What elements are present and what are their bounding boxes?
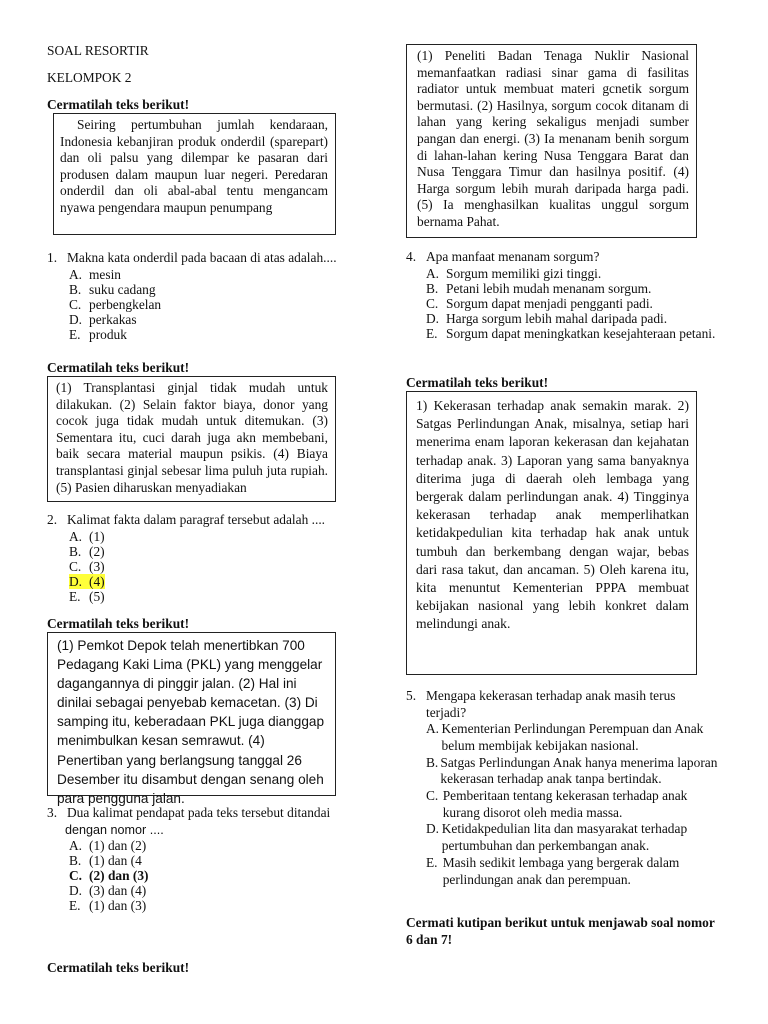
option-text: suku cadang	[89, 281, 156, 297]
option-text: perbengkelan	[89, 297, 162, 312]
question-5	[406, 688, 716, 888]
option-letter: C.	[426, 296, 439, 311]
q5-option-c	[426, 788, 718, 821]
q3-number: 3.	[47, 805, 58, 820]
passage-5-text: 1) Kekerasan terhadap anak semakin marak. 2) Satgas Perlindungan Anak, misalnya, setiap hari menerima enam laporan kekerasan dan kejahatan terhadap anak. 3) Laporan yang sama banyaknya diterima juga di daerah oleh lembaga yang bergerak dalam perlindungan anak. 4) Tingginya kekerasan terhadap anak memperlihatkan ketidakpedulian kita terhadap hak anak untuk tumbuh dan berkembang dengan wajar, bebas dari rasa takut, dan ancaman. 5) Oleh karena itu, kita menuntut Kementerian PPPA membuat kebijakan nasional yang lebih konkret dalam melindungi anak.	[416, 398, 689, 632]
option-text: produk	[89, 327, 127, 343]
option-letter: A.	[426, 265, 440, 281]
q1-text: Makna kata onderdil pada bacaan di atas adalah....	[67, 250, 337, 265]
q5-option-e	[426, 855, 718, 888]
passage-5	[406, 391, 697, 675]
option-text: Sorgum dapat meningkatkan kesejahteraan petani.	[446, 326, 716, 342]
option-text: Sorgum memiliki gizi tinggi.	[446, 265, 602, 281]
q1-number: 1.	[47, 250, 58, 265]
option-text: (5)	[89, 589, 105, 605]
option-letter: E.	[426, 326, 438, 342]
q3-option-e	[69, 898, 357, 913]
q1-option-d	[69, 312, 347, 327]
q1-option-c	[69, 297, 347, 312]
q3-option-b	[69, 853, 357, 868]
option-letter: D.	[69, 312, 83, 328]
passage-3-text: (1) Pemkot Depok telah menertibkan 700 Pedagang Kaki Lima (PKL) yang menggelar dagangannya di pinggir jalan. (2) Hal ini dinilai sebagai penyebab kemacetan. (3) Di samping itu, keberadaan PKL juga dianggap menimbulkan kesan semrawut. (4) Penertiban yang berlangsung tanggal 26 Desember itu disambut dengan senang oleh para pengguna jalan.	[57, 638, 325, 806]
option-letter: D.	[426, 821, 440, 837]
q2-options	[47, 529, 347, 605]
option-letter: A.	[69, 528, 83, 544]
q4-options	[406, 266, 718, 342]
option-letter: C.	[69, 868, 83, 883]
q3-text-continued: dengan nomor ....	[65, 822, 164, 837]
q4-number: 4.	[406, 249, 417, 264]
q5-option-d	[426, 821, 718, 854]
instruction-2: Cermatilah teks berikut!	[47, 360, 190, 375]
q5-options	[406, 721, 718, 888]
passage-2-text: (1) Transplantasi ginjal tidak mudah untuk dilakukan. (2) Selain faktor biaya, donor yang cocok juga tidak mudah untuk ditemukan. (3) Sementara itu, cuci darah juga akn membebani, baik secara material maupun psikis. (4) Biaya transplantasi ginjal sebesar lima puluh juta rupiah. (5) Pasien diharuskan menyadiakan	[56, 380, 328, 495]
option-text: (1) dan (3)	[89, 898, 147, 914]
option-text: Petani lebih mudah menanam sorgum.	[446, 280, 652, 296]
passage-1-text: Seiring pertumbuhan jumlah kendaraan, Indonesia kebanjiran produk onderdil (sparepart) dan oli palsu yang dilempar ke pasaran dari produsen dalam maupun luar negeri. Peredaran onderdil dan oli abal-abal tentu mengancam nyawa pengendara maupun penumpang	[60, 117, 328, 215]
q1-option-a	[69, 267, 347, 282]
option-letter: D.	[69, 883, 83, 899]
option-letter: B.	[69, 543, 82, 559]
option-letter: D.	[426, 311, 440, 327]
closing-instruction: Cermati kutipan berikut untuk menjawab soal nomor 6 dan 7!	[406, 915, 715, 947]
group-label: KELOMPOK 2	[47, 70, 132, 85]
question-4	[406, 249, 716, 342]
option-letter: C.	[426, 788, 439, 803]
option-letter: B.	[426, 754, 439, 770]
passage-2	[47, 376, 336, 502]
instruction-1: Cermatilah teks berikut!	[47, 97, 190, 112]
q4-text: Apa manfaat menanam sorgum?	[426, 249, 600, 264]
q3-text: Dua kalimat pendapat pada teks tersebut ditandai	[67, 805, 331, 820]
option-text: Sorgum dapat menjadi pengganti padi.	[446, 296, 653, 311]
q4-option-e	[426, 326, 718, 341]
passage-4	[406, 44, 697, 238]
option-letter: E.	[69, 898, 81, 914]
q1-option-b	[69, 282, 347, 297]
option-letter: E.	[69, 327, 81, 343]
q4-option-b	[426, 281, 718, 296]
option-letter: A.	[426, 721, 440, 737]
option-text: Kementerian Perlindungan Perempuan dan Anak belum membijak kebijakan nasional.	[441, 721, 704, 753]
instruction-5: Cermatilah teks berikut!	[406, 375, 549, 390]
q2-number: 2.	[47, 512, 58, 527]
option-text: (4)	[89, 574, 105, 590]
question-2	[47, 512, 347, 605]
option-letter: E.	[426, 854, 438, 870]
option-letter: B.	[69, 281, 82, 297]
option-letter: A.	[69, 837, 83, 853]
q3-option-a	[69, 838, 357, 853]
option-letter: B.	[426, 280, 439, 296]
question-3	[47, 805, 357, 914]
q2-text: Kalimat fakta dalam paragraf tersebut adalah ....	[67, 512, 326, 527]
option-text: Harga sorgum lebih mahal daripada padi.	[446, 311, 668, 327]
q4-option-a	[426, 266, 718, 281]
q1-option-e	[69, 327, 347, 342]
q2-option-b	[69, 544, 347, 559]
option-text: (1) dan (2)	[89, 837, 147, 853]
passage-4-text: (1) Peneliti Badan Tenaga Nuklir Nasional memanfaatkan radiasi sinar gama di fasilitas radiator untuk membuat materi gcnetik sorgum bermutasi. (2) Hasilnya, sorgum cocok ditanam di lahan yang kering sekaligus menjadi sumber pangan dan energi. (3) Ia menanam benih sorgum di lahan-lahan kering Nusa Tenggara Barat dan Nusa Tenggara Timur dan hasilnya positif. (4) Harga sorgum lebih murah daripada harga padi. (5) Ia menghasilkan kualitas unggul sorgum bernama Pahat.	[417, 48, 689, 229]
option-letter: C.	[69, 559, 82, 574]
option-letter: C.	[69, 297, 82, 312]
q2-option-c	[69, 559, 347, 574]
option-text: Masih sedikit lembaga yang bergerak dalam perlindungan anak dan perempuan.	[442, 854, 680, 887]
option-text: perkakas	[89, 312, 137, 328]
instruction-4: Cermatilah teks berikut!	[47, 960, 190, 975]
instruction-3: Cermatilah teks berikut!	[47, 616, 190, 631]
q2-option-d	[69, 574, 105, 589]
doc-title: SOAL RESORTIR	[47, 43, 149, 58]
option-text: Satgas Perlindungan Anak hanya menerima laporan kekerasan terhadap anak tanpa bertindak.	[440, 754, 718, 787]
passage-1	[53, 113, 336, 235]
q3-option-d	[69, 883, 357, 898]
q3-options	[47, 838, 357, 914]
option-text: (3)	[89, 559, 105, 574]
q3-option-c	[69, 868, 357, 883]
q5-number: 5.	[406, 688, 417, 703]
option-text: mesin	[89, 266, 121, 282]
option-letter: B.	[69, 852, 82, 868]
option-letter: A.	[69, 266, 83, 282]
q2-option-e	[69, 589, 347, 604]
option-text: (2)	[89, 543, 105, 559]
option-text: Pemberitaan tentang kekerasan terhadap anak kurang disorot oleh media massa.	[442, 788, 688, 820]
option-text: (3) dan (4)	[89, 883, 147, 899]
option-text: (1)	[89, 528, 105, 544]
option-text: (2) dan (3)	[89, 868, 149, 883]
option-text: (1) dan (4	[89, 852, 142, 868]
option-text: Ketidakpedulian lita dan masyarakat terhadap pertumbuhan dan perkembangan anak.	[441, 821, 688, 854]
q1-options	[47, 267, 347, 343]
passage-3	[47, 632, 336, 806]
question-1	[47, 250, 347, 343]
q5-option-a	[426, 721, 718, 754]
q4-option-c	[426, 296, 718, 311]
q5-text: Mengapa kekerasan terhadap anak masih terus terjadi?	[426, 688, 676, 720]
option-letter: D.	[69, 574, 89, 589]
q5-option-b	[426, 755, 718, 788]
option-letter: E.	[69, 589, 81, 605]
q4-option-d	[426, 311, 718, 326]
q2-option-a	[69, 529, 347, 544]
